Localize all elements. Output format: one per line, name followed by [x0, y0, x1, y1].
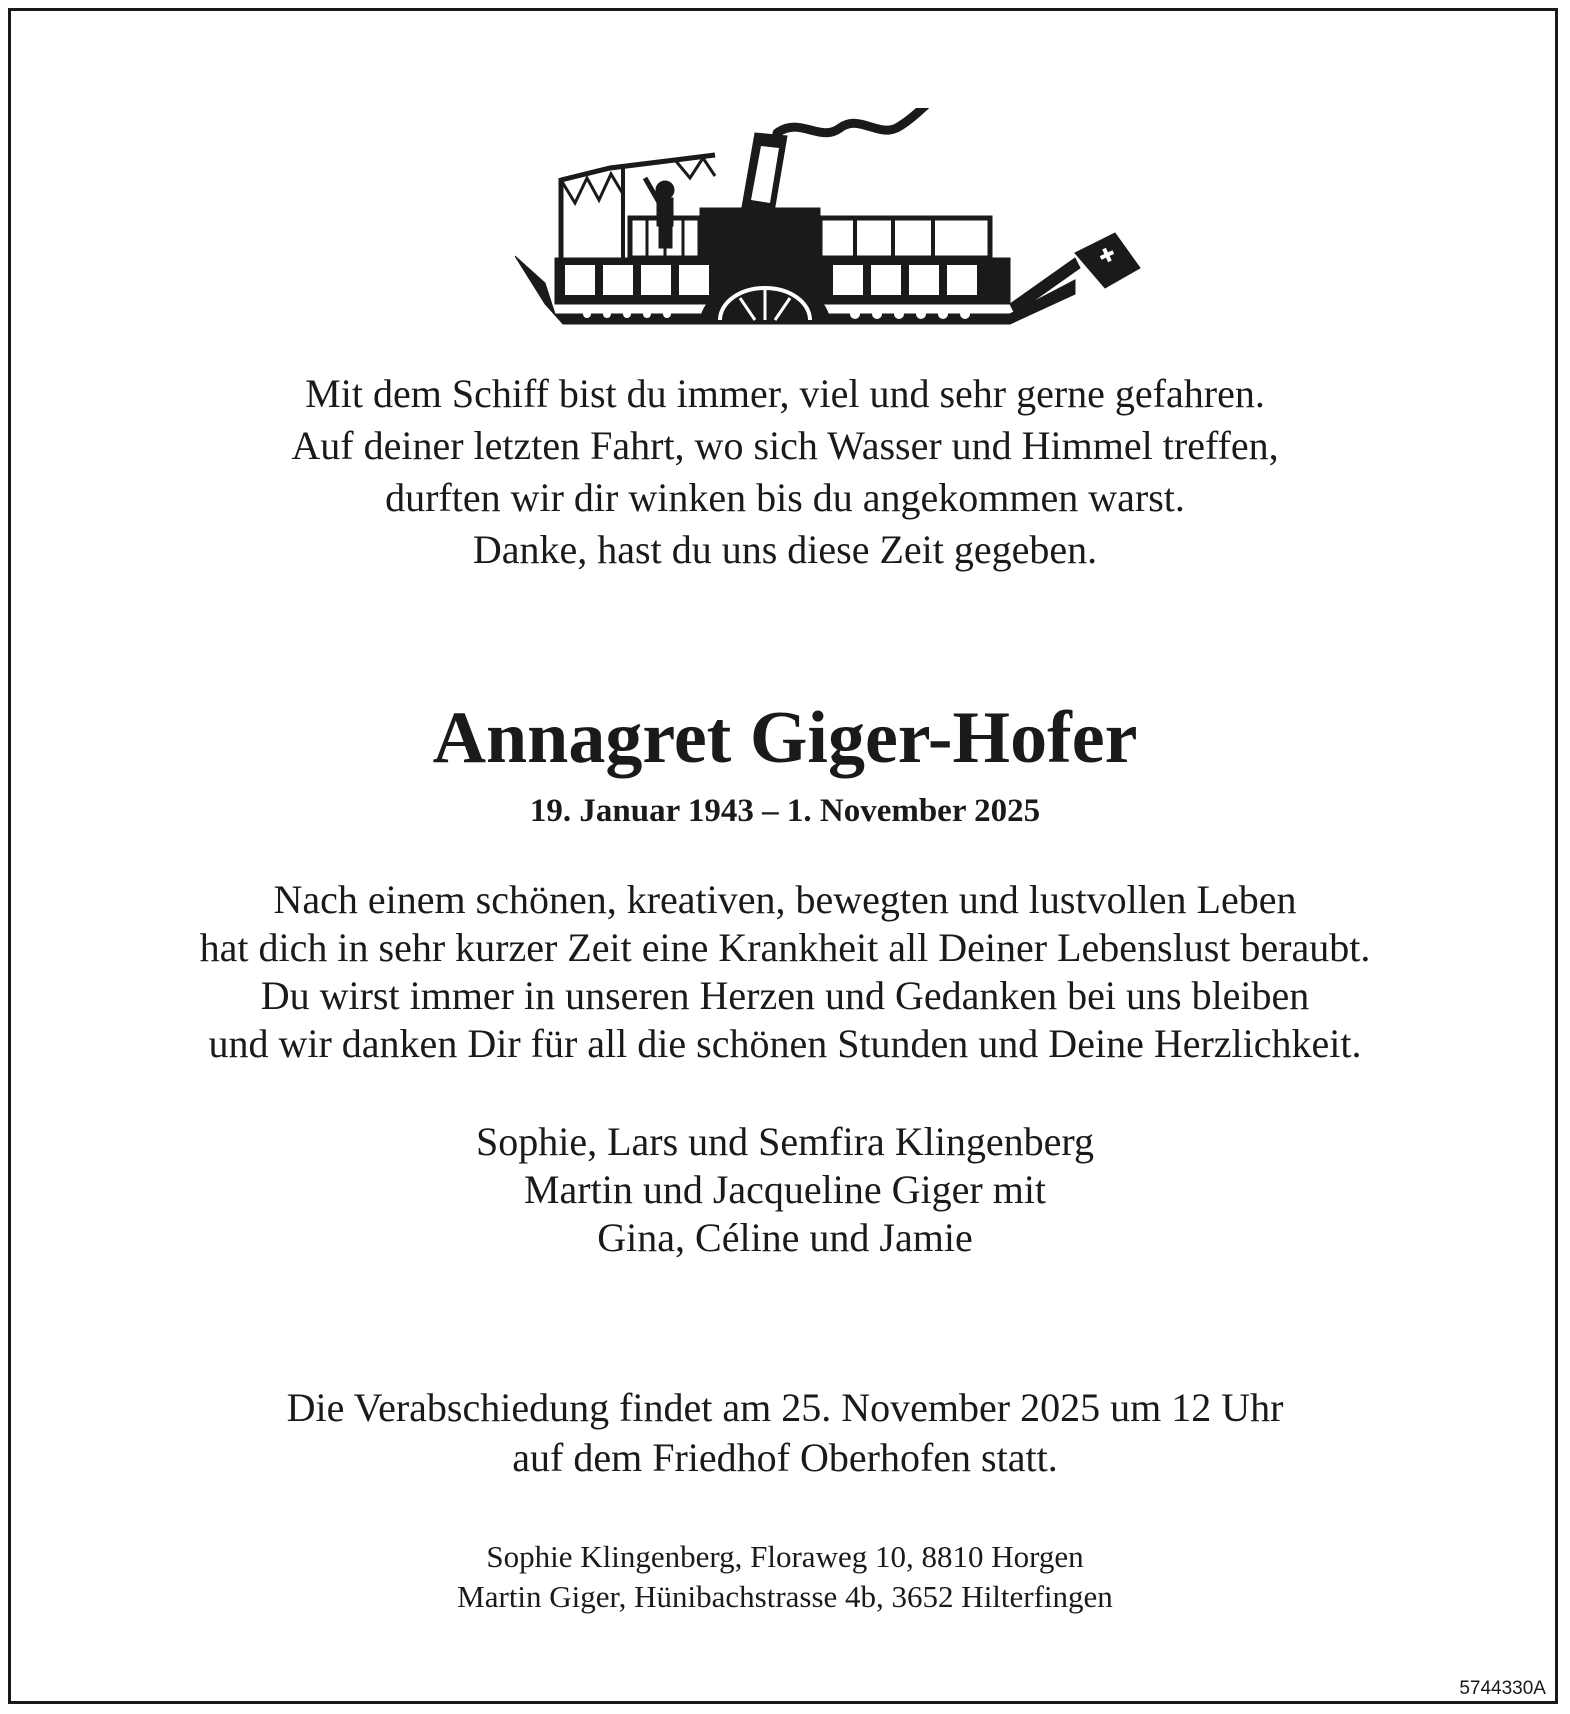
reference-number: 5744330A — [1459, 1678, 1546, 1699]
deceased-name: Annagret Giger-Hofer — [432, 697, 1138, 779]
address-line: Sophie Klingenberg, Floraweg 10, 8810 Horgen — [486, 1539, 1084, 1574]
mourner-line: Gina, Céline und Jamie — [597, 1215, 973, 1260]
ceremony-line: Die Verabschiedung findet am 25. November 2025 um 12 Uhr — [286, 1385, 1284, 1430]
poem-line: Mit dem Schiff bist du immer, viel und sehr gerne gefahren. — [305, 371, 1265, 416]
poem-line: Auf deiner letzten Fahrt, wo sich Wasser und Himmel treffen, — [291, 423, 1279, 468]
mourners — [0, 1118, 1570, 1262]
tribute-line: hat dich in sehr kurzer Zeit eine Krankheit all Deiner Lebenslust beraubt. — [199, 925, 1371, 970]
address-line: Martin Giger, Hünibachstrasse 4b, 3652 Hilterfingen — [457, 1579, 1113, 1614]
tribute-line: Du wirst immer in unseren Herzen und Gedanken bei uns bleiben — [260, 973, 1310, 1018]
mourner-line: Martin und Jacqueline Giger mit — [523, 1167, 1047, 1212]
poem-line: durften wir dir winken bis du angekommen warst. — [385, 475, 1185, 520]
ceremony-line: auf dem Friedhof Oberhofen statt. — [512, 1435, 1058, 1480]
poem-line: Danke, hast du uns diese Zeit gegeben. — [472, 527, 1098, 572]
paddle-steamer-icon — [515, 108, 1145, 328]
poem — [0, 368, 1570, 576]
ceremony-info — [0, 1383, 1570, 1483]
contact-addresses — [0, 1537, 1570, 1617]
life-dates: 19. Januar 1943 – 1. November 2025 — [529, 793, 1041, 829]
tribute-line: Nach einem schönen, kreativen, bewegten und lustvollen Leben — [273, 877, 1297, 922]
tribute-line: und wir danken Dir für all die schönen Stunden und Deine Herzlichkeit. — [208, 1021, 1362, 1066]
tribute — [0, 876, 1570, 1068]
mourner-line: Sophie, Lars und Semfira Klingenberg — [475, 1119, 1095, 1164]
